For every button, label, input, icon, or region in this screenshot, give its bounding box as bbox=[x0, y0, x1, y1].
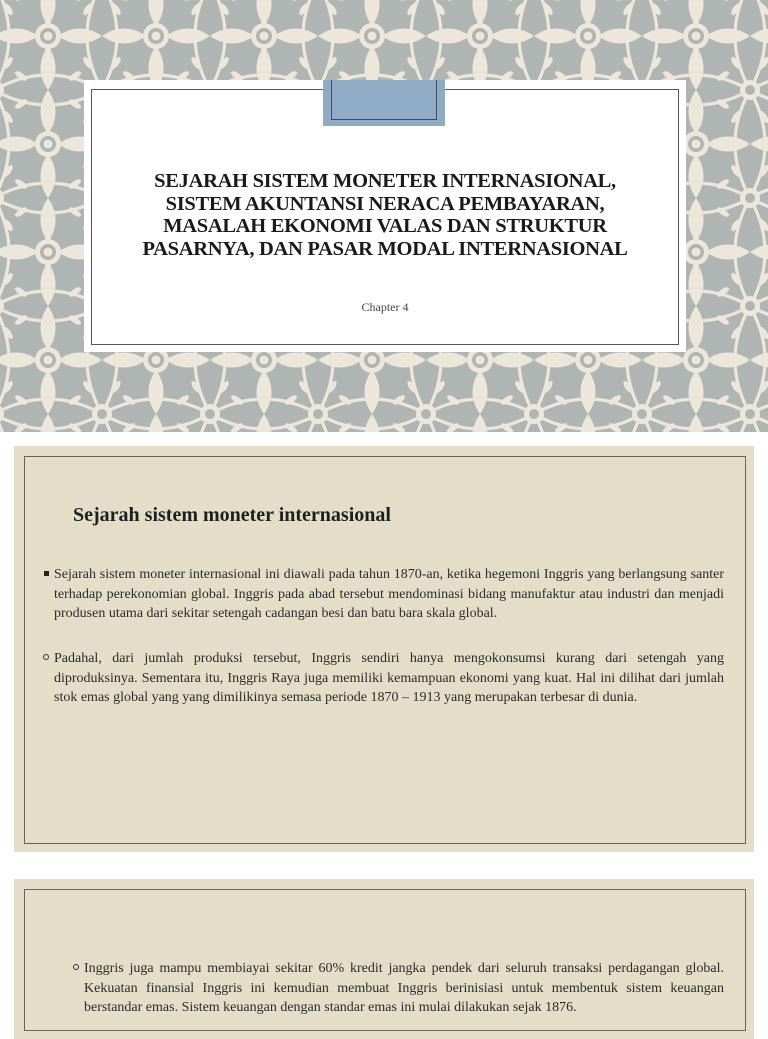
bullet-paragraph bbox=[84, 959, 724, 1018]
circle-bullet-icon bbox=[41, 649, 51, 669]
title-accent-tab-border bbox=[331, 80, 437, 120]
content-slide-history bbox=[14, 446, 754, 852]
content-slide-gold-standard bbox=[14, 879, 754, 1039]
paragraph-text: Padahal, dari jumlah produksi tersebut, Inggris sendiri hanya mengokonsumsi kurang dari setengah yang diproduksinya. Sementara itu, Inggris Raya juga memiliki kemampuan ekonomi yang kuat. Hal ini dilihat dari jumlah stok emas global yang yang dimilikinya semasa periode 1870 – 1913 yang merupakan terbesar di dunia. bbox=[54, 651, 724, 705]
title-card bbox=[84, 80, 686, 352]
circle-bullet-icon bbox=[71, 959, 81, 979]
slide-title-line: SISTEM AKUNTANSI NERACA PEMBAYARAN, bbox=[165, 192, 605, 215]
title-accent-tab bbox=[323, 80, 445, 126]
title-slide bbox=[0, 0, 768, 432]
paragraph-text: Inggris juga mampu membiayai sekitar 60% kredit jangka pendek dari seluruh transaksi perdagangan global. Kekuatan finansial Inggris ini kemudian membuat Inggris berinisiasi untuk membentuk sistem keuangan berstandar emas. Sistem keuangan dengan standar emas ini mulai dilakukan sejak 1876. bbox=[84, 961, 724, 1015]
slide-heading: Sejarah sistem moneter internasional bbox=[73, 504, 391, 526]
slide-title-line: PASARNYA, DAN PASAR MODAL INTERNASIONAL bbox=[142, 237, 628, 260]
slide-title-line: MASALAH EKONOMI VALAS DAN STRUKTUR bbox=[163, 215, 607, 237]
slide-title bbox=[104, 170, 666, 260]
bullet-paragraph bbox=[54, 649, 724, 708]
slide-subtitle: Chapter 4 bbox=[361, 300, 409, 314]
paragraph-text: Sejarah sistem moneter internasional ini diawali pada tahun 1870-an, ketika hegemoni Inggris yang berlangsung santer terhadap perekonomian global. Inggris pada abad tersebut mendominasi bidang manufaktur atau industri dan menjadi produsen utama dari sekitar setengah cadangan besi dan batu bara skala global. bbox=[54, 567, 724, 621]
square-bullet-icon bbox=[41, 565, 51, 585]
slide-title-line: SEJARAH SISTEM MONETER INTERNASIONAL, bbox=[154, 170, 616, 192]
bullet-paragraph bbox=[54, 565, 724, 624]
